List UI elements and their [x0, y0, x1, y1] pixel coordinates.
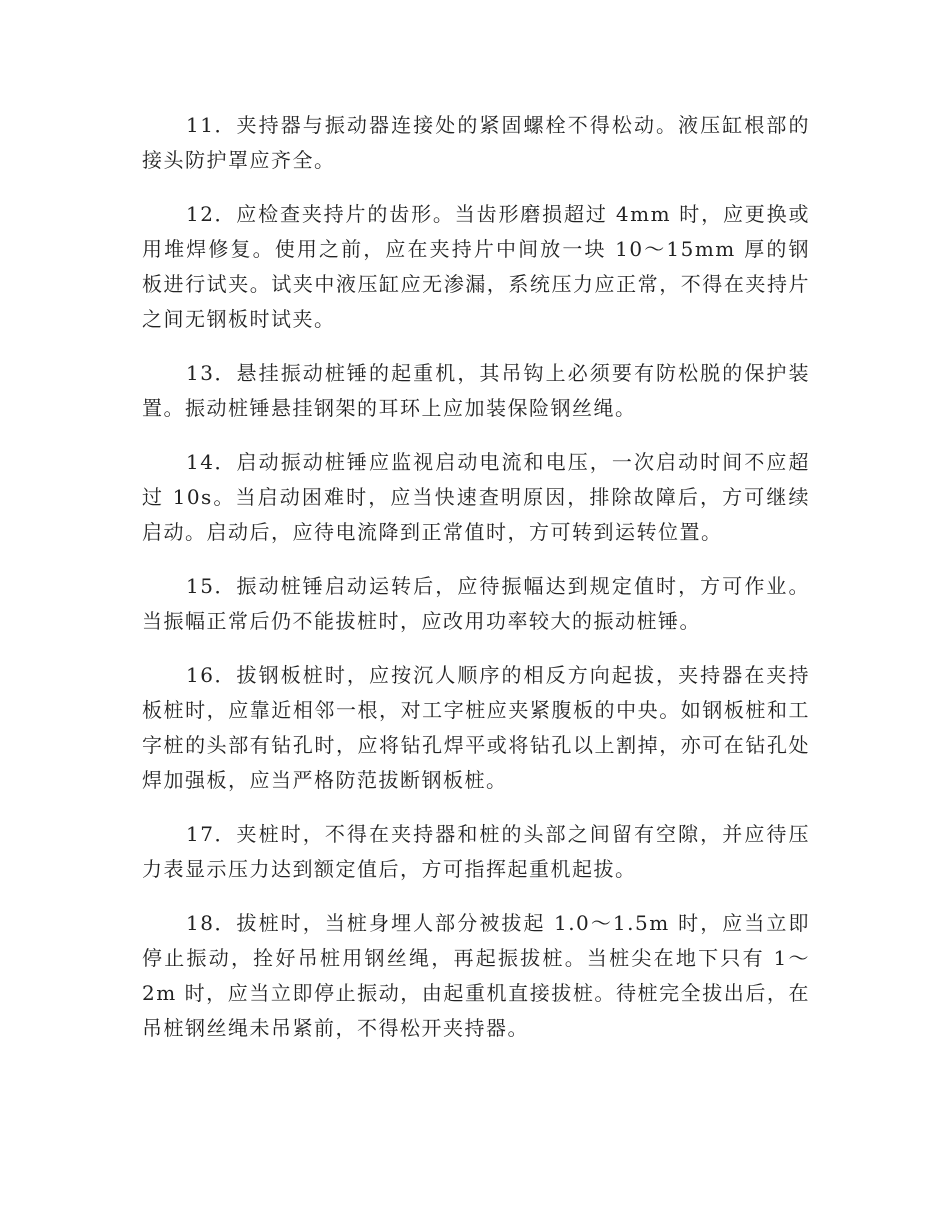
- paragraph-text: 拔桩时，当桩身埋人部分被拔起 1.0～1.5m 时，应当立即停止振动，拴好吊桩用钢丝绳，再起振拔桩。当桩尖在地下只有 1～2m 时，应当立即停止振动，由起重机直接拔桩。待桩完全拔出后，在吊桩钢丝绳未吊紧前，不得松开夹持器。: [142, 911, 810, 1040]
- document-body: [142, 108, 810, 1065]
- paragraph-15: [142, 569, 810, 639]
- paragraph-number: 12．: [186, 202, 236, 226]
- paragraph-13: [142, 356, 810, 426]
- paragraph-number: 14．: [186, 450, 236, 474]
- paragraph-text: 应检查夹持片的齿形。当齿形磨损超过 4mm 时，应更换或用堆焊修复。使用之前，应在夹持片中间放一块 10～15mm 厚的钢板进行试夹。试夹中液压缸应无渗漏，系统压力应正常，不得在夹持片之间无钢板时试夹。: [142, 202, 810, 331]
- paragraph-number: 11．: [186, 113, 236, 137]
- paragraph-14: [142, 445, 810, 550]
- paragraph-text: 振动桩锤启动运转后，应待振幅达到规定值时，方可作业。当振幅正常后仍不能拔桩时，应改用功率较大的振动桩锤。: [142, 574, 810, 633]
- paragraph-text: 夹持器与振动器连接处的紧固螺栓不得松动。液压缸根部的接头防护罩应齐全。: [142, 113, 810, 172]
- paragraph-11: [142, 108, 810, 178]
- paragraph-number: 13．: [186, 361, 236, 385]
- paragraph-number: 16．: [186, 663, 236, 687]
- paragraph-16: [142, 658, 810, 798]
- paragraph-number: 18．: [186, 911, 236, 935]
- paragraph-17: [142, 817, 810, 887]
- paragraph-text: 悬挂振动桩锤的起重机，其吊钩上必须要有防松脱的保护装置。振动桩锤悬挂钢架的耳环上应加装保险钢丝绳。: [142, 361, 810, 420]
- paragraph-text: 启动振动桩锤应监视启动电流和电压，一次启动时间不应超过 10s。当启动困难时，应当快速查明原因，排除故障后，方可继续启动。启动后，应待电流降到正常值时，方可转到运转位置。: [142, 450, 810, 544]
- paragraph-number: 15．: [186, 574, 236, 598]
- paragraph-number: 17．: [186, 822, 236, 846]
- paragraph-text: 夹桩时，不得在夹持器和桩的头部之间留有空隙，并应待压力表显示压力达到额定值后，方可指挥起重机起拔。: [142, 822, 810, 881]
- paragraph-18: [142, 906, 810, 1046]
- paragraph-12: [142, 197, 810, 337]
- paragraph-text: 拔钢板桩时，应按沉人顺序的相反方向起拔，夹持器在夹持板桩时，应靠近相邻一根，对工字桩应夹紧腹板的中央。如钢板桩和工字桩的头部有钻孔时，应将钻孔焊平或将钻孔以上割掉，亦可在钻孔处焊加强板，应当严格防范拔断钢板桩。: [142, 663, 810, 792]
